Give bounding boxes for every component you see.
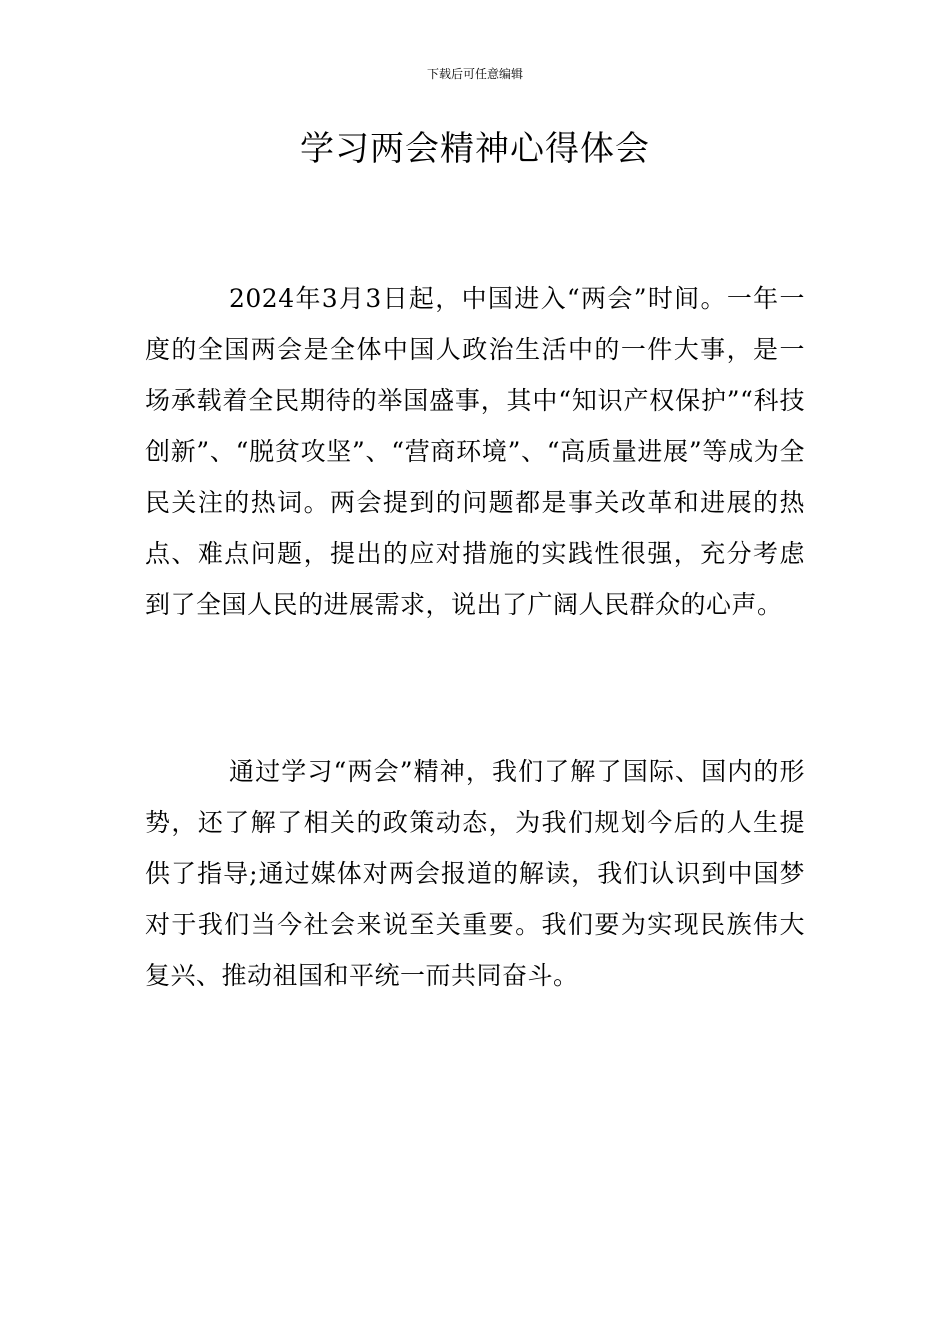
body-paragraph-2: 通过学习“两会”精神，我们了解了国际、国内的形势，还了解了相关的政策动态，为我们规划今后的人生提供了指导;通过媒体对两会报道的解读，我们认识到中国梦对于我们当今社会来说至关重要。我们要为实现民族伟大复兴、推动祖国和平统一而共同奋斗。 (145, 757, 805, 990)
header-note: 下载后可任意编辑 (426, 67, 523, 81)
body-paragraph-1: 2024年3月3日起，中国进入“两会”时间。一年一度的全国两会是全体中国人政治生活中的一件大事，是一场承载着全民期待的举国盛事，其中“知识产权保护”“科技创新”、“脱贫攻坚”、“营商环境”、“高质量进展”等成为全民关注的热词。两会提到的问题都是事关改革和进展的热点、难点问题，提出的应对措施的实践性很强，充分考虑到了全国人民的进展需求，说出了广阔人民群众的心声。 (145, 284, 805, 619)
document-title: 学习两会精神心得体会 (300, 129, 650, 169)
